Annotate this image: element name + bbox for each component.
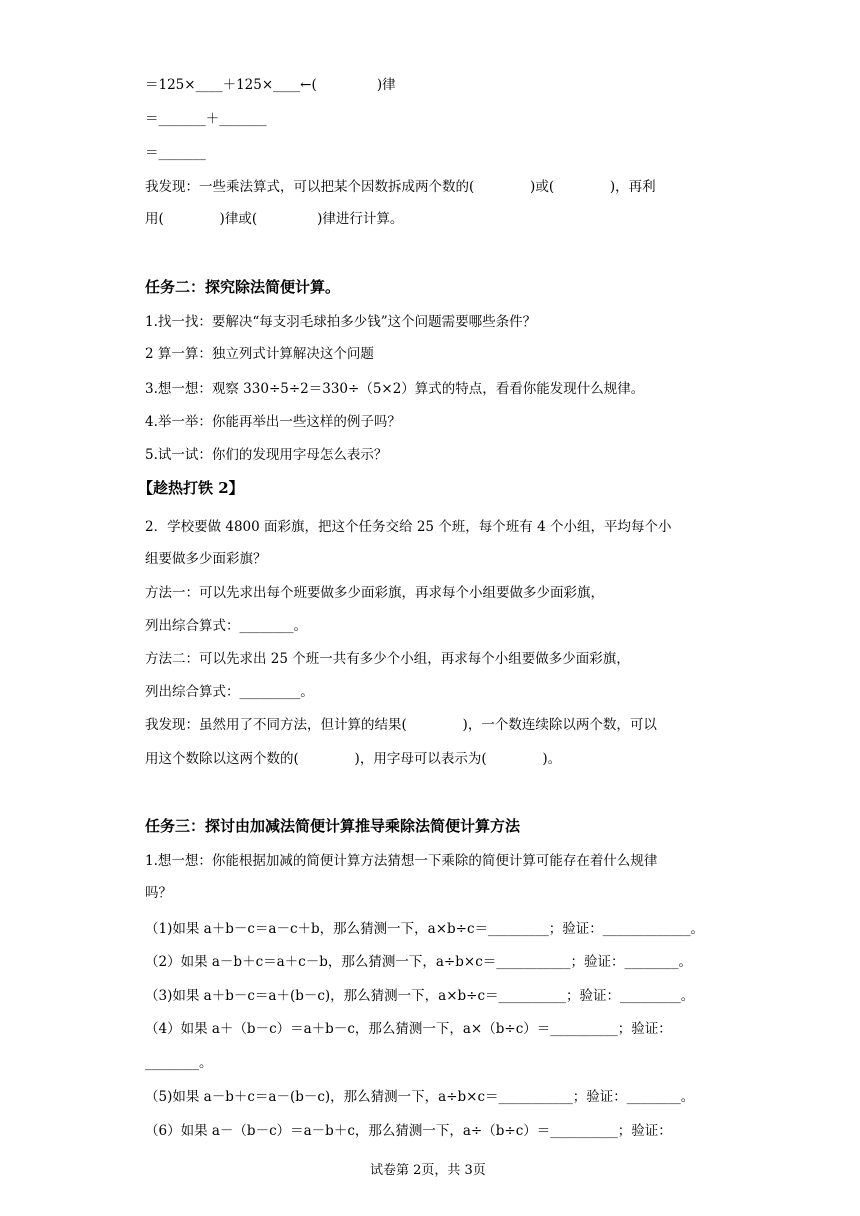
text-line-27: （4）如果 a＋（b－c）＝a＋b－c，那么猜测一下，a×（b÷c）＝__________；验证：: [145, 1021, 672, 1037]
text-line-2: ＝_______＋_______: [145, 111, 267, 127]
text-line-30: （6）如果 a－（b－c）＝a－b＋c，那么猜测一下，a÷（b÷c）＝__________；验证：: [145, 1123, 672, 1139]
text-line-29: （5)如果 a－b＋c＝a－(b－c)，那么猜测一下，a÷b×c＝___________；验证：________。: [145, 1089, 695, 1105]
text-line-26: （3)如果 a＋b－c＝a＋(b－c)，那么猜测一下，a×b÷c＝__________；验证：_________。: [145, 988, 695, 1004]
text-line-17: 方法二：可以先求出 25 个班一共有多少个小组，再求每个小组要做多少面彩旗，: [145, 651, 630, 667]
section-heading-practice2: 【趁热打铁 2】: [138, 479, 244, 497]
text-line-22: 1.想一想：你能根据加减的简便计算方法猜想一下乘除的简便计算可能存在着什么规律: [145, 853, 658, 869]
text-line-19: 我发现：虽然用了不同方法，但计算的结果( )，一个数连续除以两个数，可以: [145, 717, 657, 733]
section-heading-task3: 任务三：探讨由加减法简便计算推导乘除法简便计算方法: [145, 817, 521, 835]
text-line-28: ________。: [145, 1055, 213, 1071]
text-line-15: 方法一：可以先求出每个班要做多少面彩旗，再求每个小组要做多少面彩旗，: [145, 585, 604, 601]
text-line-1: ＝125×____＋125×____←( )律: [145, 77, 396, 93]
section-heading-task2: 任务二：探究除法简便计算。: [145, 278, 341, 296]
text-line-7: 1.找一找：要解决“每支羽毛球拍多少钱”这个问题需要哪些条件？: [145, 314, 537, 330]
text-line-8: 2 算一算：独立列式计算解决这个问题: [145, 346, 374, 362]
page-footer: 试卷第 2页，共 3页: [370, 1163, 486, 1178]
text-line-14: 组要做多少面彩旗？: [145, 551, 267, 567]
text-line-11: 5.试一试：你们的发现用字母怎么表示？: [145, 447, 388, 463]
text-line-3: ＝_______: [145, 145, 206, 161]
text-line-13: 2．学校要做 4800 面彩旗，把这个任务交给 25 个班，每个班有 4 个小组，平均每个小: [145, 519, 672, 535]
text-line-5: 用( )律或( )律进行计算。: [145, 211, 404, 227]
text-line-24: （1)如果 a＋b－c＝a－c＋b，那么猜测一下，a×b÷c＝_________；验证：_____________。: [145, 921, 705, 937]
text-line-16: 列出综合算式：________。: [145, 618, 307, 634]
text-line-23: 吗？: [145, 885, 172, 901]
text-line-4: 我发现：一些乘法算式，可以把某个因数拆成两个数的( )或( )，再利: [145, 179, 656, 195]
text-line-25: （2）如果 a－b＋c＝a＋c－b，那么猜测一下，a÷b×c＝___________；验证：________。: [145, 954, 693, 970]
text-line-18: 列出综合算式：_________。: [145, 684, 314, 700]
text-line-10: 4.举一举：你能再举出一些这样的例子吗？: [145, 414, 401, 430]
text-line-20: 用这个数除以这两个数的( )，用字母可以表示为( )。: [145, 751, 562, 767]
text-line-9: 3.想一想：观察 330÷5÷2＝330÷（5×2）算式的特点，看看你能发现什么规律。: [145, 381, 645, 397]
